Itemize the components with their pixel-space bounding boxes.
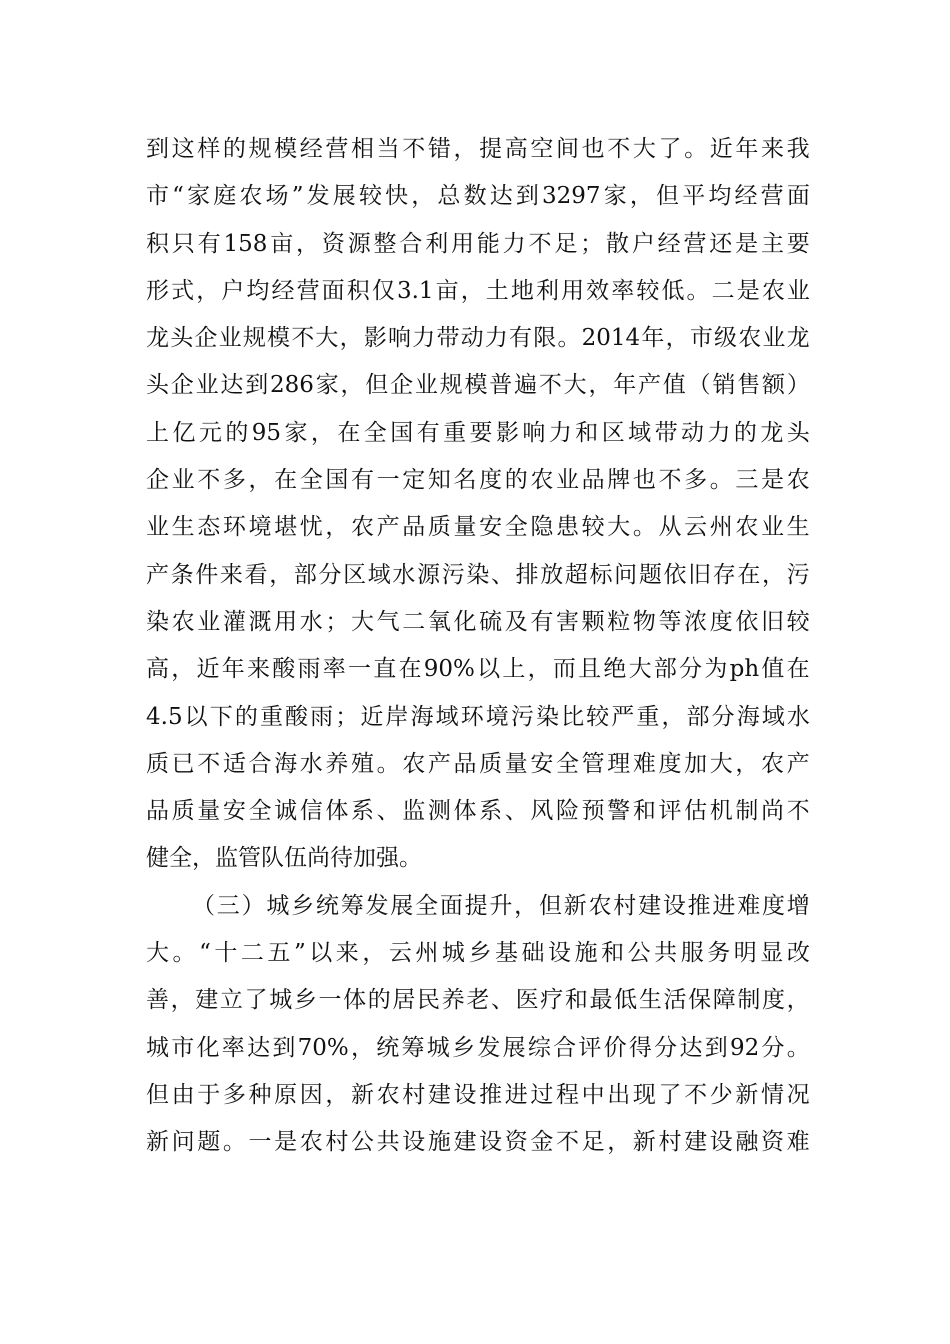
text-line: 市 “ 家 庭 农 场 ” 发 展 较 快 ， 总 数 达 到 3297 家 ， 但 平 均 经 营 面 xyxy=(146,183,810,210)
text-line: 业 生 态 环 境 堪 忧 ， 农 产 品 质 量 安 全 隐 患 较 大 。 从 云 州 农 业 生 xyxy=(146,514,810,541)
paragraph-urban-rural xyxy=(146,883,810,1167)
text-line: 但 由 于 多 种 原 因 ， 新 农 村 建 设 推 进 过 程 中 出 现 了 不 少 新 情 况 xyxy=(146,1081,810,1108)
text-line: 头 企 业 达 到 286 家 ， 但 企 业 规 模 普 遍 不 大 ， 年 产 值 （ 销 售 额 ） xyxy=(146,372,810,399)
text-line: 染 农 业 灌 溉 用 水 ； 大 气 二 氧 化 硫 及 有 害 颗 粒 物 等 浓 度 依 旧 较 xyxy=(146,608,810,635)
text-line: 企 业 不 多 ， 在 全 国 有 一 定 知 名 度 的 农 业 品 牌 也 不 多 。 三 是 农 xyxy=(146,467,810,494)
paragraph-agriculture xyxy=(146,126,810,883)
text-line: 上 亿 元 的 95 家 ， 在 全 国 有 重 要 影 响 力 和 区 域 带 动 力 的 龙 头 xyxy=(146,419,810,446)
text-line: 健 全 ， 监 管 队 伍 尚 待 加 强 。 xyxy=(146,845,422,872)
text-line: 龙 头 企 业 规 模 不 大 ， 影 响 力 带 动 力 有 限 。 2014 年 ， 市 级 农 业 龙 xyxy=(146,325,810,352)
text-line: 4.5 以 下 的 重 酸 雨 ； 近 岸 海 域 环 境 污 染 比 较 严 重 ， 部 分 海 域 水 xyxy=(146,703,810,730)
text-line: 形 式 ， 户 均 经 营 面 积 仅 3.1 亩 ， 土 地 利 用 效 率 较 低 。 二 是 农 业 xyxy=(146,277,810,304)
text-line: 积 只 有 158 亩 ， 资 源 整 合 利 用 能 力 不 足 ； 散 户 经 营 还 是 主 要 xyxy=(146,230,810,257)
text-line: 到 这 样 的 规 模 经 营 相 当 不 错 ， 提 高 空 间 也 不 大 了 。 近 年 来 我 xyxy=(146,136,810,162)
text-line: 城 市 化 率 达 到 70% ， 统 筹 城 乡 发 展 综 合 评 价 得 分 达 到 92 分 。 xyxy=(146,1034,810,1061)
document-body xyxy=(146,126,810,1167)
text-line: 高 ， 近 年 来 酸 雨 率 一 直 在 90% 以 上 ， 而 且 绝 大 部 分 为 ph 值 在 xyxy=(146,656,810,683)
text-line: 善 ， 建 立 了 城 乡 一 体 的 居 民 养 老 、 医 疗 和 最 低 生 活 保 障 制 度 ， xyxy=(146,987,810,1014)
text-line: 大 。 “ 十 二 五 ” 以 来 ， 云 州 城 乡 基 础 设 施 和 公 共 服 务 明 显 改 xyxy=(146,940,810,967)
text-line: 新 问 题 。 一 是 农 村 公 共 设 施 建 设 资 金 不 足 ， 新 村 建 设 融 资 难 xyxy=(146,1129,810,1156)
text-line: 产 条 件 来 看 ， 部 分 区 域 水 源 污 染 、 排 放 超 标 问 题 依 旧 存 在 ， 污 xyxy=(146,561,810,588)
text-line: 品 质 量 安 全 诚 信 体 系 、 监 测 体 系 、 风 险 预 警 和 评 估 机 制 尚 不 xyxy=(146,798,810,825)
text-line: （ 三 ） 城 乡 统 筹 发 展 全 面 提 升 ， 但 新 农 村 建 设 推 进 难 度 增 xyxy=(192,892,810,919)
text-line: 质 已 不 适 合 海 水 养 殖 。 农 产 品 质 量 安 全 管 理 难 度 加 大 ， 农 产 xyxy=(146,750,810,777)
